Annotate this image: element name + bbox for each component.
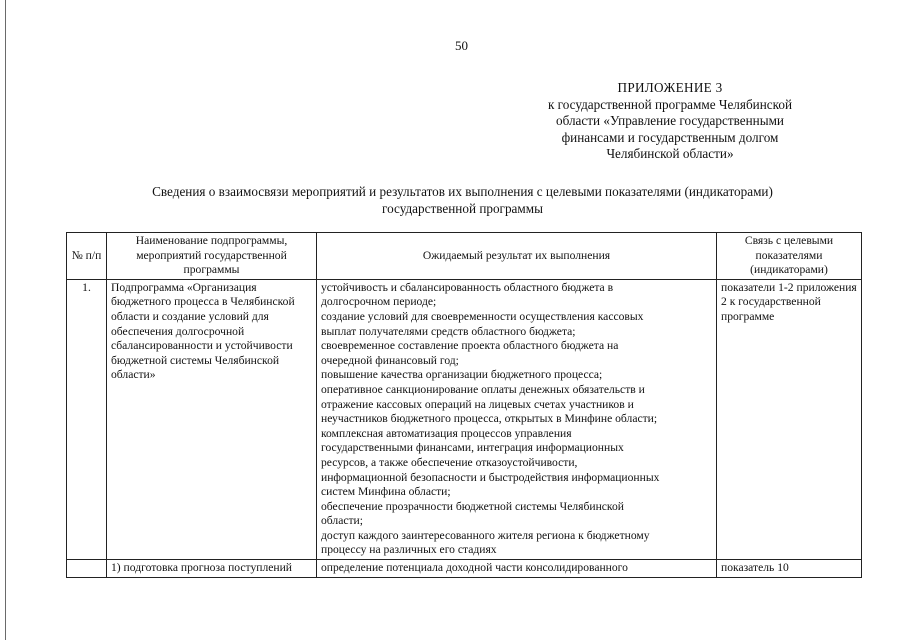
table-row [67,279,862,559]
result-line: оперативное санкционирование оплаты денежных обязательств и [321,382,645,396]
result-line: обеспечение прозрачности бюджетной системы Челябинской [321,499,624,513]
page-number: 50 [455,38,468,53]
result-line: процессу на различных его стадиях [321,543,497,557]
row-number: 1. [67,279,107,559]
result-line: государственными финансами, интеграция информационных [321,441,624,455]
row-number [67,560,107,578]
header-name: Наименование подпрограммы, мероприятий государственной программы [107,233,317,280]
result-line: комплексная автоматизация процессов управления [321,426,572,440]
row-name: 1) подготовка прогноза поступлений [107,560,317,578]
result-line: очередной финансовый год; [321,353,459,367]
result-line: систем Минфина области; [321,485,451,499]
appendix-line: Челябинской области» [606,146,734,161]
row-result: определение потенциала доходной части консолидированного [317,560,717,578]
appendix-line: к государственной программе Челябинской [547,96,793,112]
table-row [67,560,862,578]
header-result: Ожидаемый результат их выполнения [317,233,717,280]
row-name: Подпрограмма «Организация бюджетного процесса в Челябинской области и создание условий для обеспечения долгосрочной сбалансированности и устойчивости бюджетной системы Челябинской области» [107,279,317,559]
header-number: № п/п [67,233,107,280]
result-line: доступ каждого заинтересованного жителя региона к бюджетному [321,528,650,542]
result-line: отражение кассовых операций на лицевых счетах участников и [321,397,634,411]
result-line: области; [321,514,363,528]
result-line: выплат получателями средств областного бюджета; [321,324,576,338]
table-header-row [67,233,862,280]
result-line: повышение качества организации бюджетного процесса; [321,368,603,382]
result-line: информационной безопасности и быстродействия информационных [321,470,660,484]
measures-table [66,232,862,578]
document-title-line-1: Сведения о взаимосвязи мероприятий и результатов их выполнения с целевыми показателями (индикаторами) [152,184,773,199]
row-result [317,279,717,559]
left-margin-line [5,0,6,640]
result-line: устойчивость и сбалансированность областного бюджета в [321,280,614,294]
document-title [150,183,775,217]
row-link: показатели 1-2 приложения 2 к государственной программе [717,279,862,559]
result-line: неучастников бюджетного процесса, открытых в Минфине области; [321,412,658,426]
row-link: показатель 10 [717,560,862,578]
header-link: Связь с целевыми показателями (индикаторами) [717,233,862,280]
result-line: создание условий для своевременности осуществления кассовых [321,309,644,323]
document-title-line-2: государственной программы [382,201,543,216]
appendix-line: финансами и государственным долгом [561,129,779,145]
result-line: ресурсов, а также обеспечение отказоустойчивости, [321,455,578,469]
appendix-header [500,80,840,163]
appendix-line: области «Управление государственными [555,113,784,128]
result-line: долгосрочном периоде; [321,295,437,309]
appendix-title: ПРИЛОЖЕНИЕ 3 [617,80,723,95]
result-line: своевременное составление проекта областного бюджета на [321,339,619,353]
